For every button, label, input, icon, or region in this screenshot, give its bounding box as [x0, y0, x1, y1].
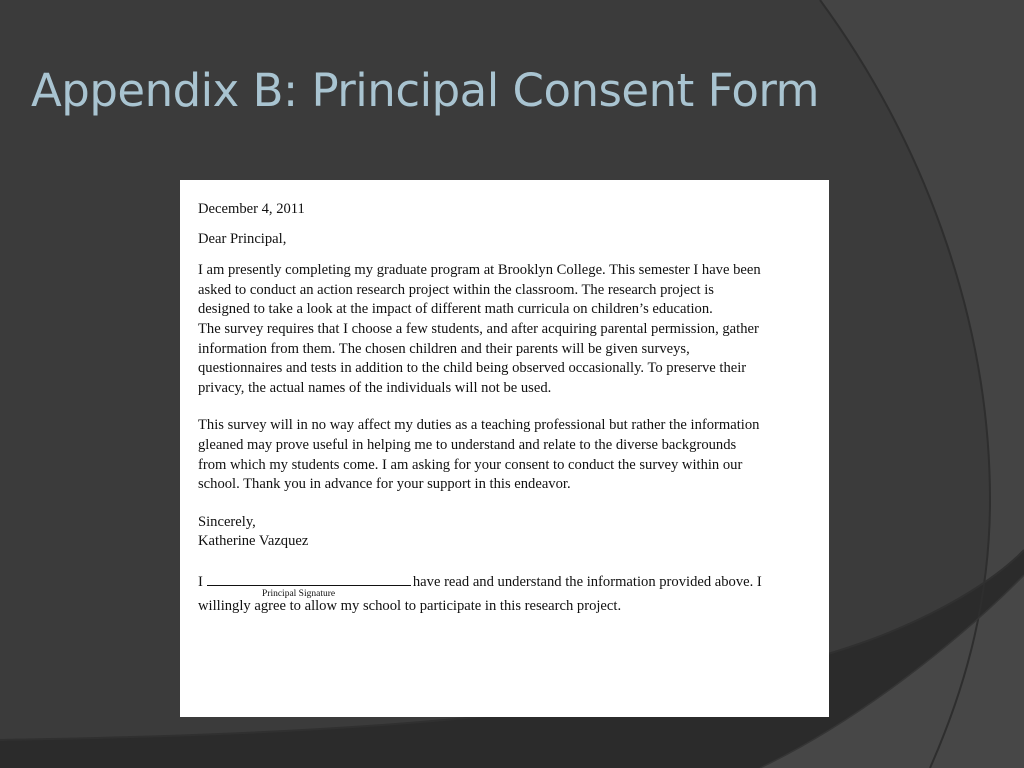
- paragraph-line: information from them. The chosen children and their parents will be given surveys,: [198, 340, 690, 357]
- paragraph-line: questionnaires and tests in addition to the child being observed occasionally. To preserve their: [198, 360, 747, 377]
- consent-suffix: have read and understand the information provided above. I: [412, 573, 762, 590]
- letter-date: December 4, 2011: [198, 201, 305, 217]
- signature-caption: Principal Signature: [262, 588, 336, 599]
- paragraph-line: privacy, the actual names of the individuals will not be used.: [198, 379, 552, 396]
- letter-signer: Katherine Vazquez: [198, 533, 309, 550]
- signature-line: [207, 570, 411, 586]
- paragraph-line: The survey requires that I choose a few students, and after acquiring parental permission, gather: [198, 320, 759, 337]
- paragraph-line: asked to conduct an action research project within the classroom. The research project is: [198, 281, 714, 298]
- slide-title: Appendix B: Principal Consent Form: [31, 64, 819, 117]
- letter-closing: Sincerely,: [198, 513, 256, 530]
- paragraph-line: designed to take a look at the impact of different math curricula on children’s education.: [198, 301, 713, 318]
- spacer: [198, 398, 813, 416]
- consent-prefix: I: [198, 573, 203, 590]
- letter-paragraph-2: [198, 416, 813, 494]
- letter-greeting: Dear Principal,: [198, 230, 287, 247]
- paragraph-line: I am presently completing my graduate program at Brooklyn College. This semester I have been: [198, 262, 761, 279]
- consent-letter: [180, 180, 829, 717]
- letter-paragraph-1: [198, 261, 813, 398]
- consent-statement: [198, 570, 813, 599]
- spacer: [198, 495, 813, 513]
- consent-continuation: willingly agree to allow my school to participate in this research project.: [198, 597, 622, 614]
- paragraph-line: from which my students come. I am asking for your consent to conduct the survey within our: [198, 456, 743, 473]
- paragraph-line: school. Thank you in advance for your support in this endeavor.: [198, 476, 571, 493]
- paragraph-line: gleaned may prove useful in helping me to understand and relate to the diverse backgrounds: [198, 436, 737, 453]
- paragraph-line: This survey will in no way affect my duties as a teaching professional but rather the information: [198, 417, 760, 434]
